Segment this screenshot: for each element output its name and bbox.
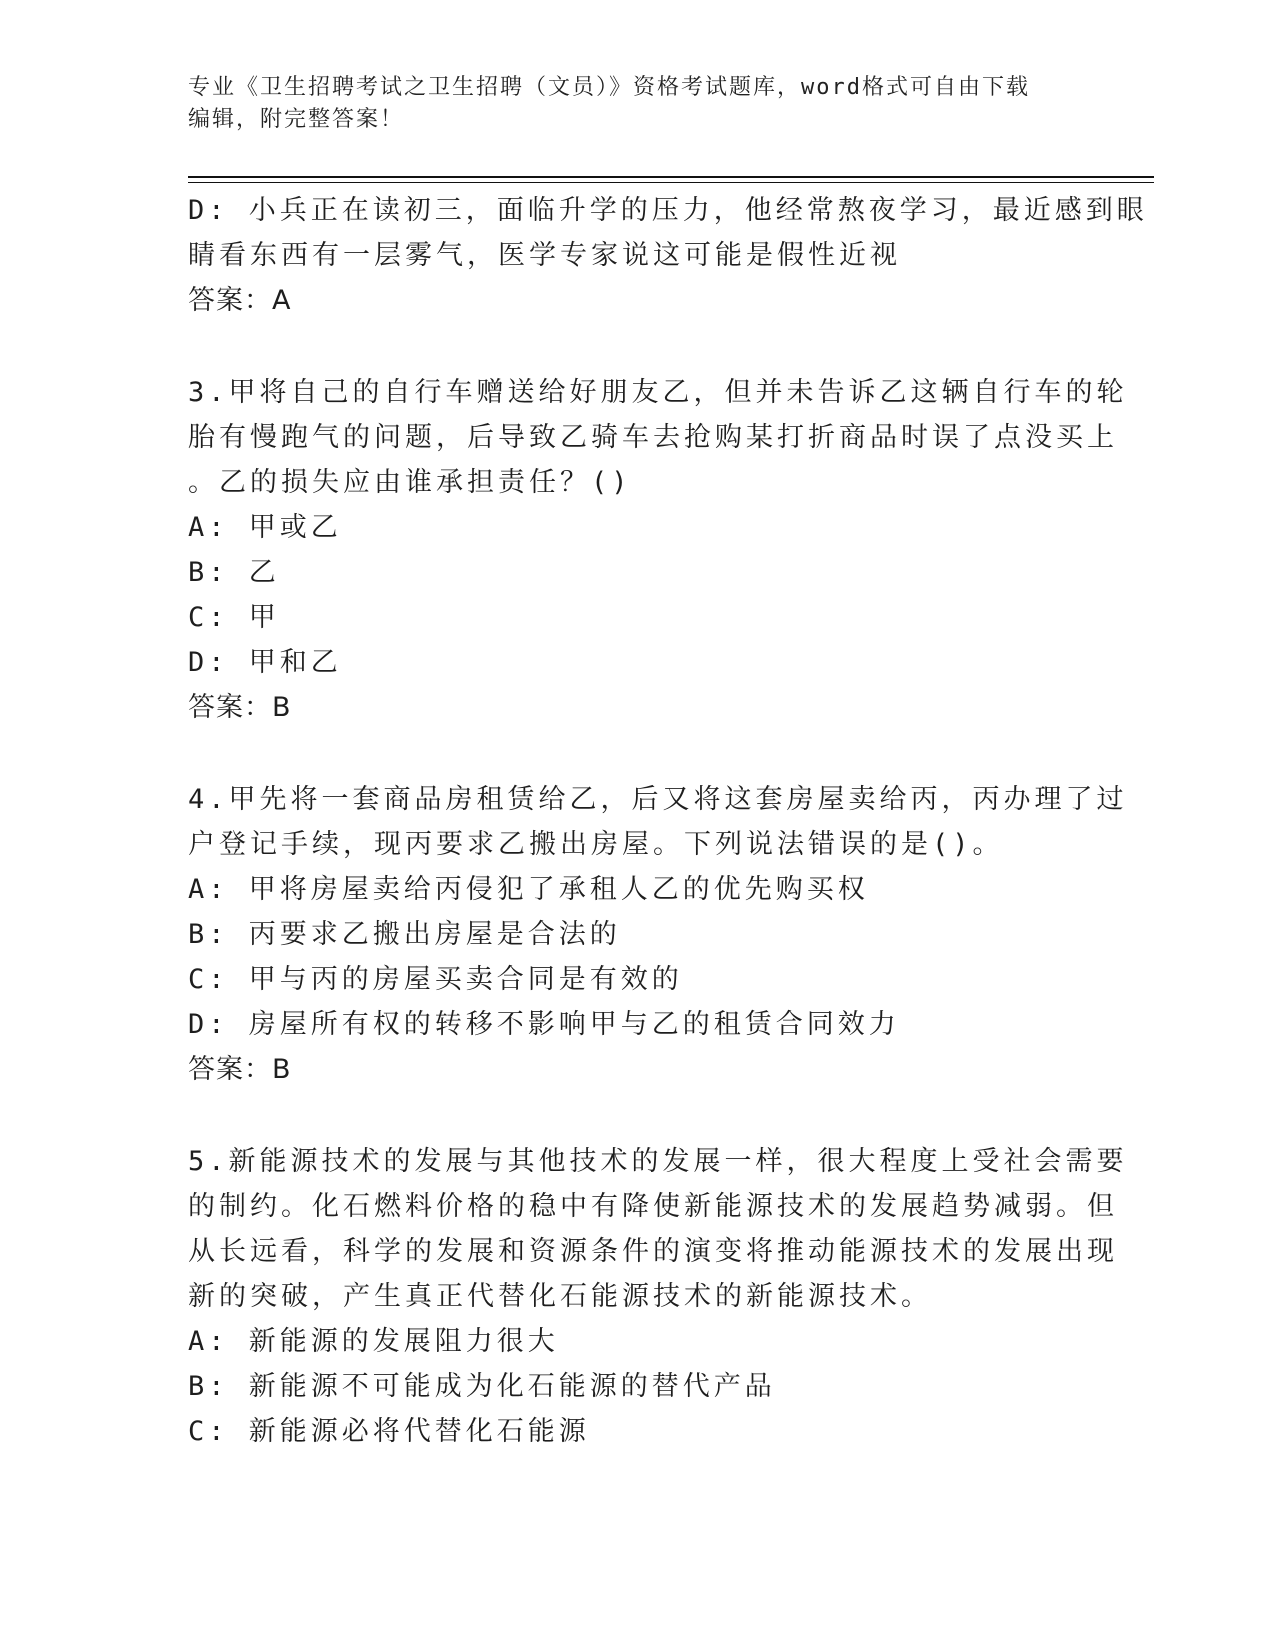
- question-stem-line: 4.甲先将一套商品房租赁给乙，后又将这套房屋卖给丙，丙办理了过: [188, 784, 1128, 815]
- option-c: C: 甲: [188, 602, 280, 633]
- header-divider-thick: [188, 176, 1154, 178]
- question-stem-line: 新的突破，产生真正代替化石能源技术的新能源技术。: [188, 1281, 932, 1312]
- spacer: [188, 730, 1068, 777]
- question-2-continuation: [188, 188, 1148, 323]
- option-c: C: 新能源必将代替化石能源: [188, 1416, 590, 1447]
- option-a: A: 甲或乙: [188, 512, 342, 543]
- question-stem-line: 5.新能源技术的发展与其他技术的发展一样，很大程度上受社会需要: [188, 1146, 1128, 1177]
- question-stem-line: 3.甲将自己的自行车赠送给好朋友乙，但并未告诉乙这辆自行车的轮: [188, 377, 1128, 408]
- answer-line: 答案：B: [188, 692, 292, 723]
- question-list: [188, 188, 1148, 1454]
- question-stem-line: 胎有慢跑气的问题，后导致乙骑车去抢购某打折商品时误了点没买上: [188, 422, 1118, 453]
- option-b: B: 乙: [188, 557, 280, 588]
- option-c: C: 甲与丙的房屋买卖合同是有效的: [188, 964, 683, 995]
- answer-line: 答案：A: [188, 285, 292, 316]
- option-a: A: 新能源的发展阻力很大: [188, 1326, 559, 1357]
- question-5: [188, 1139, 1128, 1454]
- spacer: [188, 323, 1068, 370]
- answer-line: 答案：B: [188, 1054, 292, 1085]
- question-stem-line: 。乙的损失应由谁承担责任？(): [188, 467, 632, 498]
- option-d-line: 睛看东西有一层雾气，医学专家说这可能是假性近视: [188, 240, 901, 271]
- option-d-line: D: 小兵正在读初三，面临升学的压力，他经常熬夜学习，最近感到眼: [188, 195, 1148, 226]
- header-line-1: 专业《卫生招聘考试之卫生招聘（文员）》资格考试题库，word格式可自由下载: [188, 75, 1030, 100]
- question-4: [188, 777, 1128, 1092]
- option-b: B: 丙要求乙搬出房屋是合法的: [188, 919, 621, 950]
- option-b: B: 新能源不可能成为化石能源的替代产品: [188, 1371, 776, 1402]
- document-header: [188, 72, 1088, 136]
- option-d: D: 甲和乙: [188, 647, 342, 678]
- question-stem-line: 从长远看，科学的发展和资源条件的演变将推动能源技术的发展出现: [188, 1236, 1118, 1267]
- header-divider-thin: [188, 182, 1154, 183]
- question-stem-line: 的制约。化石燃料价格的稳中有降使新能源技术的发展趋势减弱。但: [188, 1191, 1118, 1222]
- option-a: A: 甲将房屋卖给丙侵犯了承租人乙的优先购买权: [188, 874, 869, 905]
- question-3: [188, 370, 1128, 730]
- spacer: [188, 1092, 1068, 1139]
- option-d: D: 房屋所有权的转移不影响甲与乙的租赁合同效力: [188, 1009, 900, 1040]
- question-stem-line: 户登记手续，现丙要求乙搬出房屋。下列说法错误的是()。: [188, 829, 1004, 860]
- header-line-2: 编辑，附完整答案！: [188, 107, 405, 132]
